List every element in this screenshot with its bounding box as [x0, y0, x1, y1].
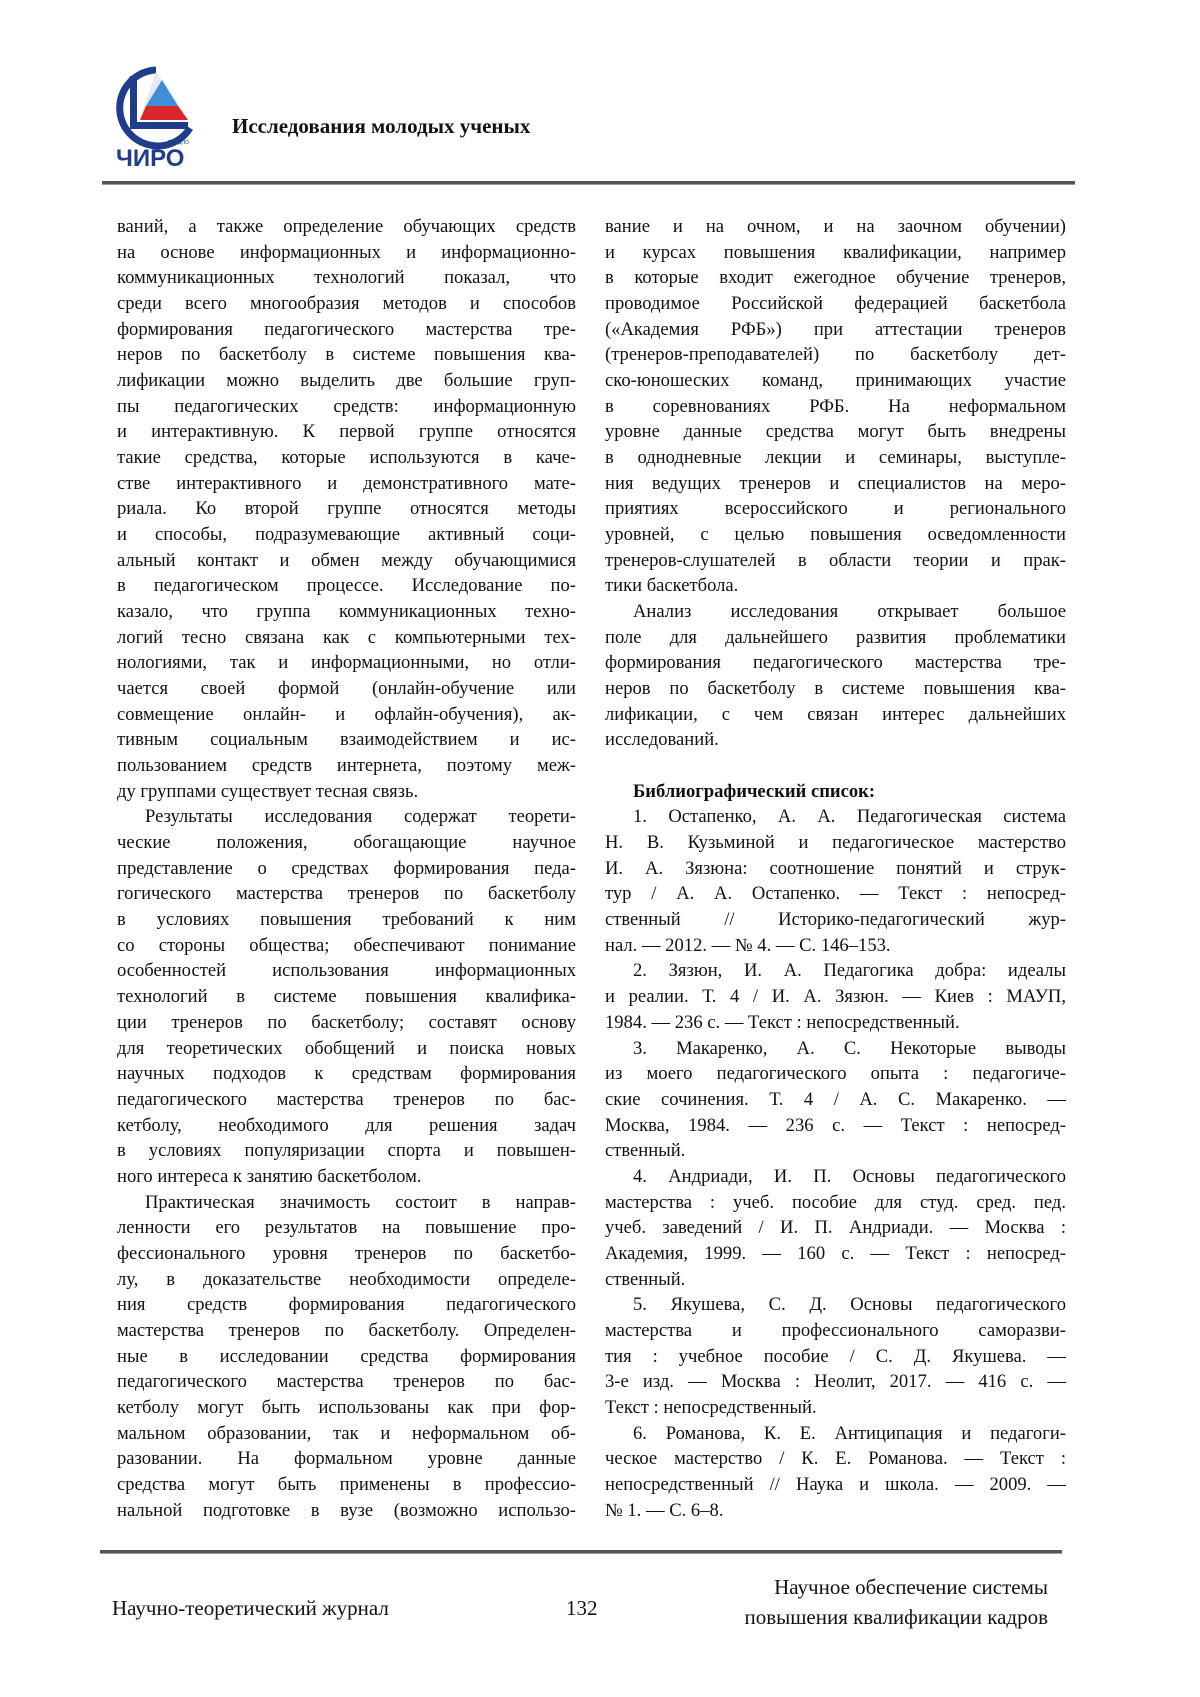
text-line: в соревнованиях РФБ. На неформальном: [605, 394, 1066, 420]
text-line: средства могут быть применены в профессио-: [117, 1472, 576, 1498]
text-line: ческое мастерство / К. Е. Романова. — Текст :: [605, 1446, 1066, 1472]
text-line: Результаты исследования содержат теорети-: [117, 804, 576, 830]
text-line: стве интерактивного и демонстративного мате-: [117, 471, 576, 497]
paragraph: [605, 1164, 1066, 1292]
text-line: формирования педагогического мастерства тре-: [605, 650, 1066, 676]
section-title: Исследования молодых ученых: [232, 114, 530, 139]
text-line: 5. Якушева, С. Д. Основы педагогического: [605, 1292, 1066, 1318]
text-line: мастерства тренеров по баскетболу. Определен-: [117, 1318, 576, 1344]
text-line: 2. Зязюн, И. А. Педагогика добра: идеалы: [605, 958, 1066, 984]
text-line: ческие положения, обогащающие научное: [117, 830, 576, 856]
text-line: 3-е изд. — Москва : Неолит, 2017. — 416 с. —: [605, 1369, 1066, 1395]
text-line: в условиях популяризации спорта и повышен-: [117, 1138, 576, 1164]
journal-name: Научно-теоретический журнал: [112, 1596, 389, 1621]
text-line: неров по баскетболу в системе повышения ква-: [605, 676, 1066, 702]
text-line: ции тренеров по баскетболу; составят основу: [117, 1010, 576, 1036]
text-line: лу, в доказательстве необходимости определе-: [117, 1267, 576, 1293]
text-line: нологиями, так и информационными, но отли-: [117, 650, 576, 676]
text-line: проводимое Российской федерацией баскетбола: [605, 291, 1066, 317]
paragraph: [605, 804, 1066, 958]
text-line: Библиографический список:: [605, 779, 1066, 805]
paragraph: [605, 1421, 1066, 1524]
text-line: исследований.: [605, 727, 1066, 753]
text-line: пы педагогических средств: информационную: [117, 394, 576, 420]
text-line: Н. В. Кузьминой и педагогическое мастерство: [605, 830, 1066, 856]
text-line: Текст : непосредственный.: [605, 1395, 1066, 1421]
text-line: Москва, 1984. — 236 с. — Текст : непосред-: [605, 1113, 1066, 1139]
text-line: Практическая значимость состоит в направ-: [117, 1190, 576, 1216]
text-line: неров по баскетболу в системе повышения ква-: [117, 342, 576, 368]
text-line: такие средства, которые используются в каче-: [117, 445, 576, 471]
text-line: технологий в системе повышения квалифика-: [117, 984, 576, 1010]
text-line: коммуникационных технологий показал, что: [117, 265, 576, 291]
text-line: особенностей использования информационных: [117, 958, 576, 984]
text-line: нал. — 2012. — № 4. — С. 146–153.: [605, 933, 1066, 959]
text-line: тики баскетбола.: [605, 573, 1066, 599]
text-line: совмещение онлайн- и офлайн-обучения), ак-: [117, 702, 576, 728]
left-column: [117, 214, 576, 1523]
text-line: ственный.: [605, 1138, 1066, 1164]
text-line: гогического мастерства тренеров по баскетболу: [117, 881, 576, 907]
footer-divider: [100, 1550, 1062, 1554]
text-line: пользованием средств интернета, поэтому меж-: [117, 753, 576, 779]
text-line: чается своей формой (онлайн-обучение или: [117, 676, 576, 702]
text-line: мастерства и профессионального саморазви-: [605, 1318, 1066, 1344]
text-line: педагогического мастерства тренеров по бас-: [117, 1369, 576, 1395]
text-line: ду группами существует тесная связь.: [117, 779, 576, 805]
page-number: 132: [566, 1596, 598, 1621]
text-line: педагогического мастерства тренеров по бас-: [117, 1087, 576, 1113]
paragraph: [605, 1292, 1066, 1420]
text-line: 1984. — 236 с. — Текст : непосредственный.: [605, 1010, 1066, 1036]
text-line: 3. Макаренко, А. С. Некоторые выводы: [605, 1036, 1066, 1062]
text-line: ния ведущих тренеров и специалистов на меро-: [605, 471, 1066, 497]
text-line: № 1. — С. 6–8.: [605, 1498, 1066, 1524]
text-line: среди всего многообразия методов и способов: [117, 291, 576, 317]
text-line: ния средств формирования педагогического: [117, 1292, 576, 1318]
paragraph: [117, 214, 576, 804]
issue-title-line: повышения квалификации кадров: [744, 1602, 1048, 1632]
header-divider: [102, 181, 1075, 185]
paragraph: [117, 1190, 576, 1524]
text-line: тренеров-слушателей в области теории и прак-: [605, 548, 1066, 574]
text-line: 4. Андриади, И. П. Основы педагогического: [605, 1164, 1066, 1190]
text-line: в однодневные лекции и семинары, выступле-: [605, 445, 1066, 471]
text-line: и способы, подразумевающие активный соци-: [117, 522, 576, 548]
text-line: формирования педагогического мастерства тре-: [117, 317, 576, 343]
text-line: разовании. На формальном уровне данные: [117, 1446, 576, 1472]
text-line: альный контакт и обмен между обучающимися: [117, 548, 576, 574]
issue-title: [744, 1572, 1048, 1632]
text-line: ного интереса к занятию баскетболом.: [117, 1164, 576, 1190]
paragraph: [605, 1036, 1066, 1164]
text-line: в условиях повышения требований к ним: [117, 907, 576, 933]
text-line: в педагогическом процессе. Исследование по-: [117, 573, 576, 599]
text-line: уровне данные средства могут быть внедрены: [605, 419, 1066, 445]
paragraph: [605, 958, 1066, 1035]
text-line: учеб. заведений / И. П. Андриади. — Москва :: [605, 1215, 1066, 1241]
text-line: научных подходов к средствам формирования: [117, 1061, 576, 1087]
text-line: мастерства : учеб. пособие для студ. сред. пед.: [605, 1190, 1066, 1216]
text-line: и реалии. Т. 4 / И. А. Зязюн. — Киев : МАУП,: [605, 984, 1066, 1010]
text-line: ские сочинения. Т. 4 / А. С. Макаренко. —: [605, 1087, 1066, 1113]
right-column: [605, 214, 1066, 1523]
text-line: лификации, с чем связан интерес дальнейших: [605, 702, 1066, 728]
text-line: Анализ исследования открывает большое: [605, 599, 1066, 625]
text-line: ственный // Историко-педагогический жур-: [605, 907, 1066, 933]
text-line: И. А. Зязюна: соотношение понятий и струк-: [605, 856, 1066, 882]
text-line: приятиях всероссийского и регионального: [605, 496, 1066, 522]
text-line: фессионального уровня тренеров по баскетбо-: [117, 1241, 576, 1267]
paragraph: [117, 804, 576, 1189]
bibliography-heading: [605, 779, 1066, 805]
text-line: кетболу, необходимого для решения задач: [117, 1113, 576, 1139]
svg-text:ГАУ ДПО: ГАУ ДПО: [168, 140, 189, 146]
text-line: риала. Ко второй группе относятся методы: [117, 496, 576, 522]
issue-title-line: Научное обеспечение системы: [744, 1572, 1048, 1602]
paragraph: [605, 214, 1066, 599]
text-line: тия : учебное пособие / С. Д. Якушева. —: [605, 1344, 1066, 1370]
text-line: на основе информационных и информационно-: [117, 240, 576, 266]
text-line: логий тесно связана как с компьютерными тех-: [117, 625, 576, 651]
text-line: Академия, 1999. — 160 с. — Текст : непосред-: [605, 1241, 1066, 1267]
text-line: 6. Романова, К. Е. Антиципация и педагоги-: [605, 1421, 1066, 1447]
text-line: кетболу могут быть использованы как при фор-: [117, 1395, 576, 1421]
text-line: со стороны общества; обеспечивают понимание: [117, 933, 576, 959]
text-line: казало, что группа коммуникационных техно-: [117, 599, 576, 625]
text-line: ственный.: [605, 1267, 1066, 1293]
text-line: уровней, с целью повышения осведомленности: [605, 522, 1066, 548]
text-line: ленности его результатов на повышение про-: [117, 1215, 576, 1241]
text-line: и курсах повышения квалификации, например: [605, 240, 1066, 266]
text-line: мальном образовании, так и неформальном об-: [117, 1421, 576, 1447]
paragraph: [605, 599, 1066, 753]
text-line: для теоретических обобщений и поиска новых: [117, 1036, 576, 1062]
text-line: («Академия РФБ») при аттестации тренеров: [605, 317, 1066, 343]
text-line: вание и на очном, и на заочном обучении): [605, 214, 1066, 240]
text-line: в которые входит ежегодное обучение тренеров,: [605, 265, 1066, 291]
text-line: из моего педагогического опыта : педагогиче-: [605, 1061, 1066, 1087]
blank-line: [605, 753, 1066, 779]
text-line: тур / А. А. Остапенко. — Текст : непосред-: [605, 881, 1066, 907]
text-line: и интерактивную. К первой группе относятся: [117, 419, 576, 445]
text-line: представление о средствах формирования педа-: [117, 856, 576, 882]
text-line: (тренеров-преподавателей) по баскетболу дет-: [605, 342, 1066, 368]
text-line: ваний, а также определение обучающих средств: [117, 214, 576, 240]
text-line: лификации можно выделить две большие груп-: [117, 368, 576, 394]
chiro-logo: [112, 66, 202, 170]
text-line: тивным социальным взаимодействием и ис-: [117, 727, 576, 753]
text-line: нальной подготовке в вузе (возможно использо-: [117, 1498, 576, 1524]
text-line: ные в исследовании средства формирования: [117, 1344, 576, 1370]
text-line: непосредственный // Наука и школа. — 2009. —: [605, 1472, 1066, 1498]
svg-text:ЧИРО: ЧИРО: [116, 145, 184, 170]
text-line: 1. Остапенко, А. А. Педагогическая система: [605, 804, 1066, 830]
text-line: поле для дальнейшего развития проблематики: [605, 625, 1066, 651]
text-line: ско-юношеских команд, принимающих участие: [605, 368, 1066, 394]
